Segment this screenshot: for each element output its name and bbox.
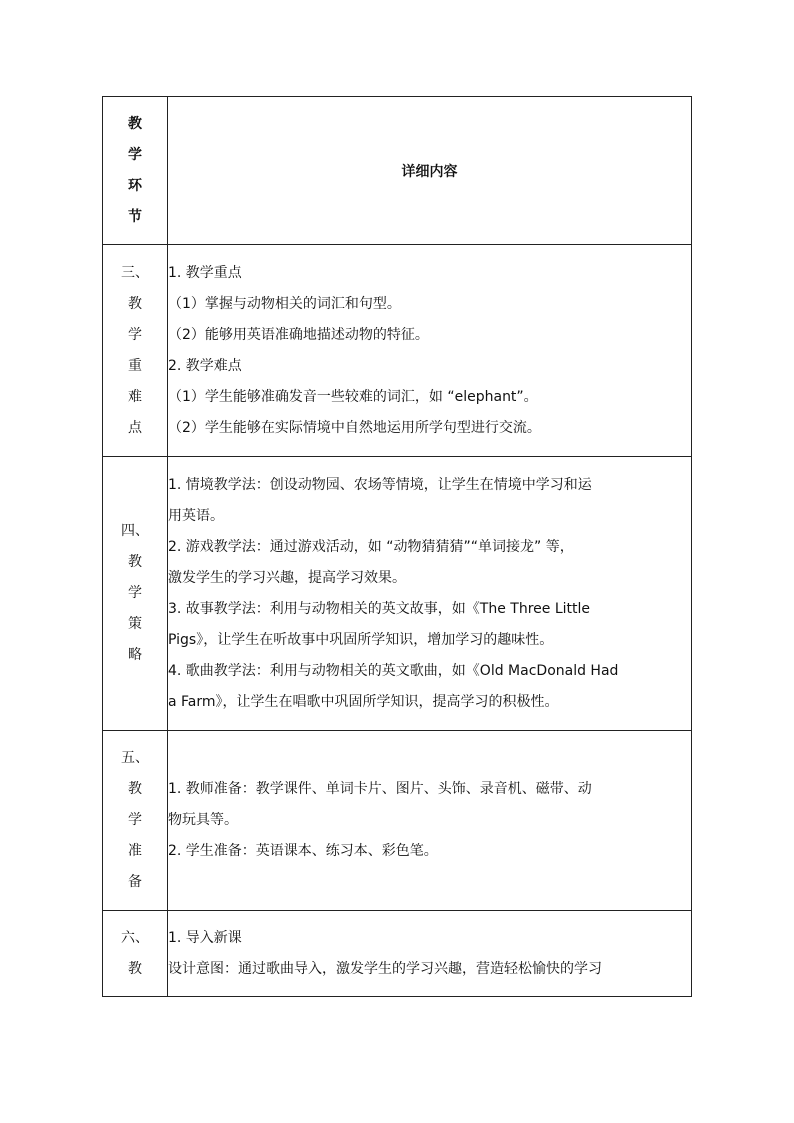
section-label-char: 教 bbox=[128, 961, 142, 977]
content-line: 1. 情境教学法：创设动物园、农场等情境，让学生在情境中学习和运 bbox=[168, 476, 592, 493]
section-content bbox=[168, 911, 692, 997]
content-line: 2. 教学难点 bbox=[168, 357, 242, 374]
section-label-char: 四、 bbox=[121, 523, 149, 539]
section-label-char: 策 bbox=[128, 616, 142, 632]
content-line: 用英语。 bbox=[168, 507, 224, 524]
section-content bbox=[168, 731, 692, 911]
section-label-char: 教 bbox=[128, 295, 142, 312]
content-line: 激发学生的学习兴趣，提高学习效果。 bbox=[168, 569, 406, 586]
section-row-strategies bbox=[103, 457, 692, 731]
section-label-char: 学 bbox=[128, 585, 142, 601]
content-line: 4. 歌曲教学法：利用与动物相关的英文歌曲，如《Old MacDonald Had bbox=[168, 662, 619, 679]
content-line: （1）学生能够准确发音一些较难的词汇，如 “elephant”。 bbox=[168, 388, 538, 405]
header-label-cell bbox=[103, 97, 168, 245]
content-line: 3. 故事教学法：利用与动物相关的英文故事，如《The Three Little bbox=[168, 600, 591, 617]
section-label-char: 点 bbox=[128, 419, 142, 436]
section-label-char: 学 bbox=[128, 812, 142, 828]
section-label-char: 难 bbox=[128, 388, 142, 405]
section-label-char: 准 bbox=[128, 843, 142, 859]
lesson-plan-table bbox=[102, 96, 692, 997]
section-label-char: 重 bbox=[128, 357, 142, 374]
content-line: 1. 教师准备：教学课件、单词卡片、图片、头饰、录音机、磁带、动 bbox=[168, 781, 592, 797]
content-line: 2. 学生准备：英语课本、练习本、彩色笔。 bbox=[168, 843, 438, 859]
section-label-char: 五、 bbox=[121, 750, 149, 766]
content-line: 1. 导入新课 bbox=[168, 930, 242, 946]
header-label-char: 学 bbox=[128, 146, 142, 163]
header-title: 详细内容 bbox=[168, 97, 692, 245]
content-line: 2. 游戏教学法：通过游戏活动，如 “动物猜猜猜”“单词接龙” 等， bbox=[168, 538, 574, 555]
header-row bbox=[103, 97, 692, 245]
section-label-char: 学 bbox=[128, 326, 142, 343]
content-line: a Farm》，让学生在唱歌中巩固所学知识，提高学习的积极性。 bbox=[168, 693, 559, 710]
section-label-cell bbox=[103, 457, 168, 731]
header-label-char: 节 bbox=[128, 208, 142, 225]
header-label-char: 环 bbox=[128, 177, 142, 194]
section-content bbox=[168, 457, 692, 731]
section-row-process bbox=[103, 911, 692, 997]
section-row-key-points bbox=[103, 245, 692, 457]
header-label-char: 教 bbox=[128, 115, 142, 132]
section-label-cell bbox=[103, 911, 168, 997]
section-label-char: 略 bbox=[128, 647, 142, 663]
section-label-char: 教 bbox=[128, 554, 142, 570]
section-label-cell bbox=[103, 731, 168, 911]
section-label-char: 三、 bbox=[121, 264, 149, 281]
section-row-preparation bbox=[103, 731, 692, 911]
content-line: 设计意图：通过歌曲导入，激发学生的学习兴趣，营造轻松愉快的学习 bbox=[168, 961, 602, 977]
content-line: 物玩具等。 bbox=[168, 812, 238, 828]
content-line: （1）掌握与动物相关的词汇和句型。 bbox=[168, 295, 401, 312]
content-line: （2）学生能够在实际情境中自然地运用所学句型进行交流。 bbox=[168, 419, 541, 436]
section-label-cell bbox=[103, 245, 168, 457]
section-label-char: 备 bbox=[128, 874, 142, 890]
section-label-char: 教 bbox=[128, 781, 142, 797]
content-line: 1. 教学重点 bbox=[168, 264, 242, 281]
section-content bbox=[168, 245, 692, 457]
content-line: （2）能够用英语准确地描述动物的特征。 bbox=[168, 326, 429, 343]
content-line: Pigs》，让学生在听故事中巩固所学知识，增加学习的趣味性。 bbox=[168, 631, 554, 648]
section-label-char: 六、 bbox=[121, 930, 149, 946]
